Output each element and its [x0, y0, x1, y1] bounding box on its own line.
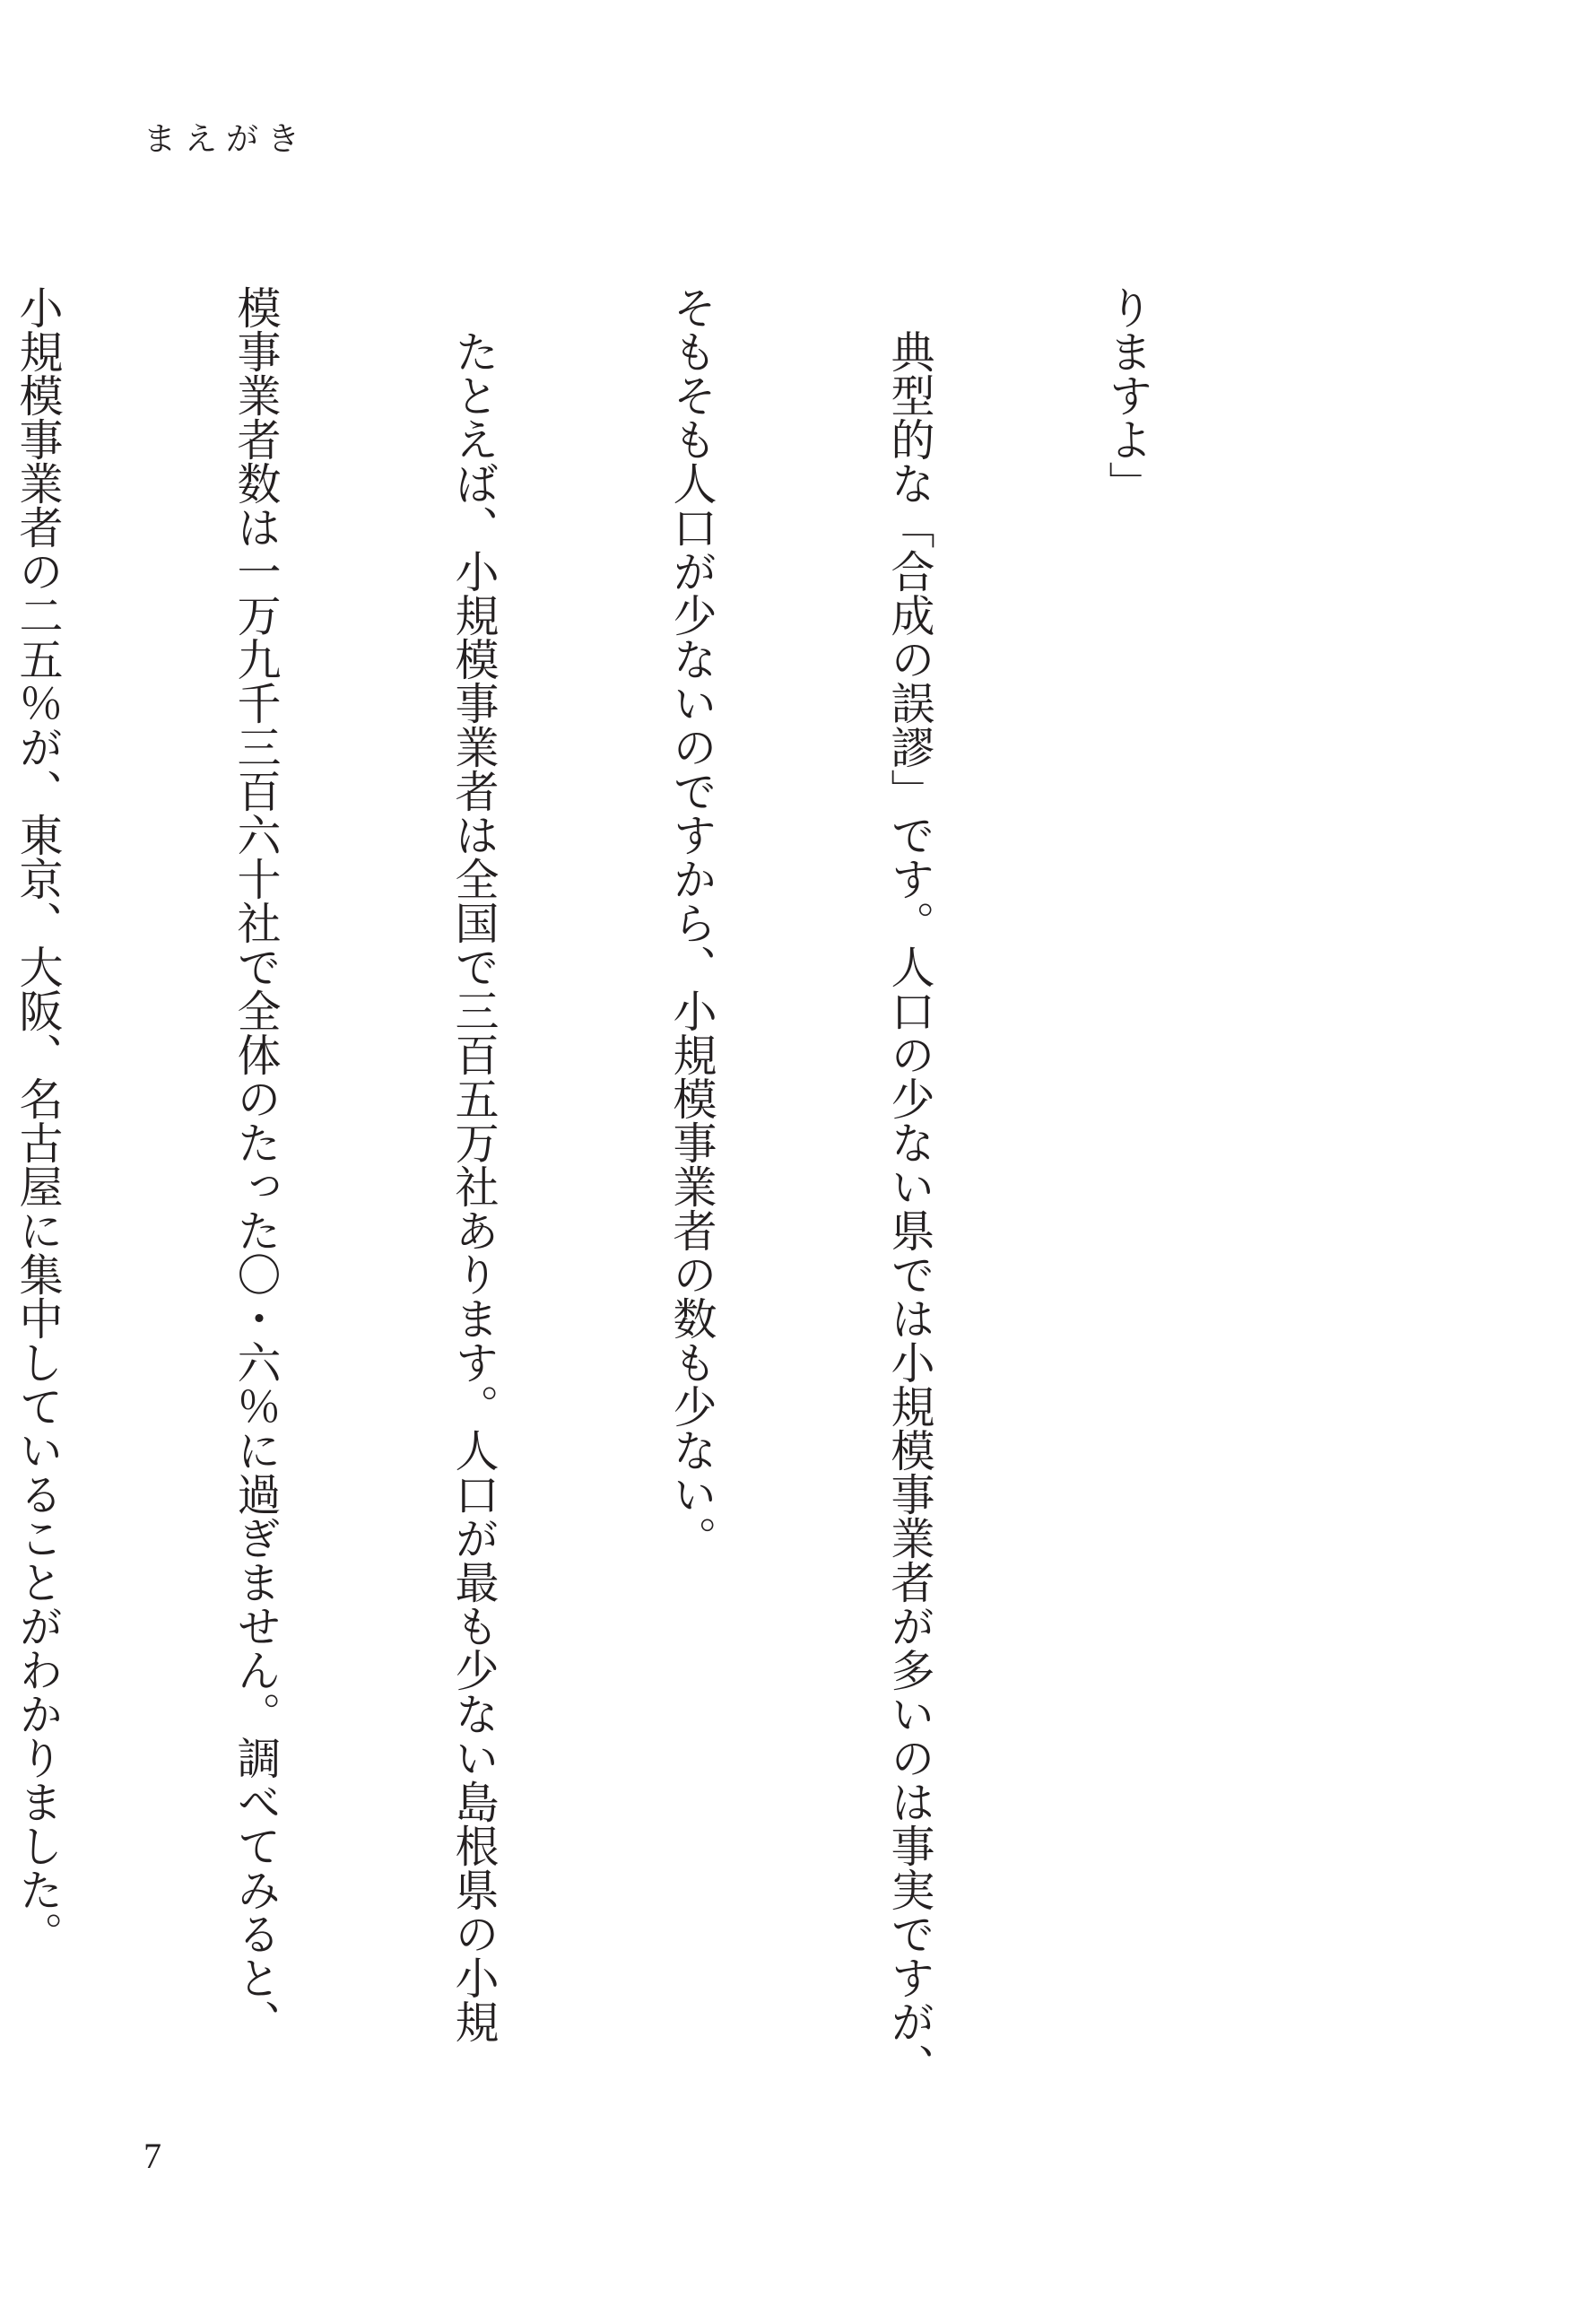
text-line: 典型的な「合成の誤謬」です。人口の少ない県では小規模事業者が多いのは事実ですが、 — [884, 285, 935, 2087]
text-line: たとえば、小規模事業者は全国で三百五万社あります。人口が最も少ない島根県の小規 — [448, 285, 500, 2043]
text-line: そもそも人口が少ないのですから、小規模事業者の数も少ない。 — [666, 285, 717, 1560]
text-line: りますよ」 — [1102, 285, 1153, 505]
running-head: まえがき — [143, 121, 309, 158]
text-line: 模事業者数は一万九千三百六十社で全体のたった〇・六％に過ぎません。調べてみると、 — [230, 285, 282, 2043]
body-text — [13, 285, 1309, 2087]
page-number: 7 — [143, 2136, 161, 2176]
text-line: 小規模事業者の二五％が、東京、大阪、名古屋に集中していることがわかりました。 — [13, 285, 64, 1955]
